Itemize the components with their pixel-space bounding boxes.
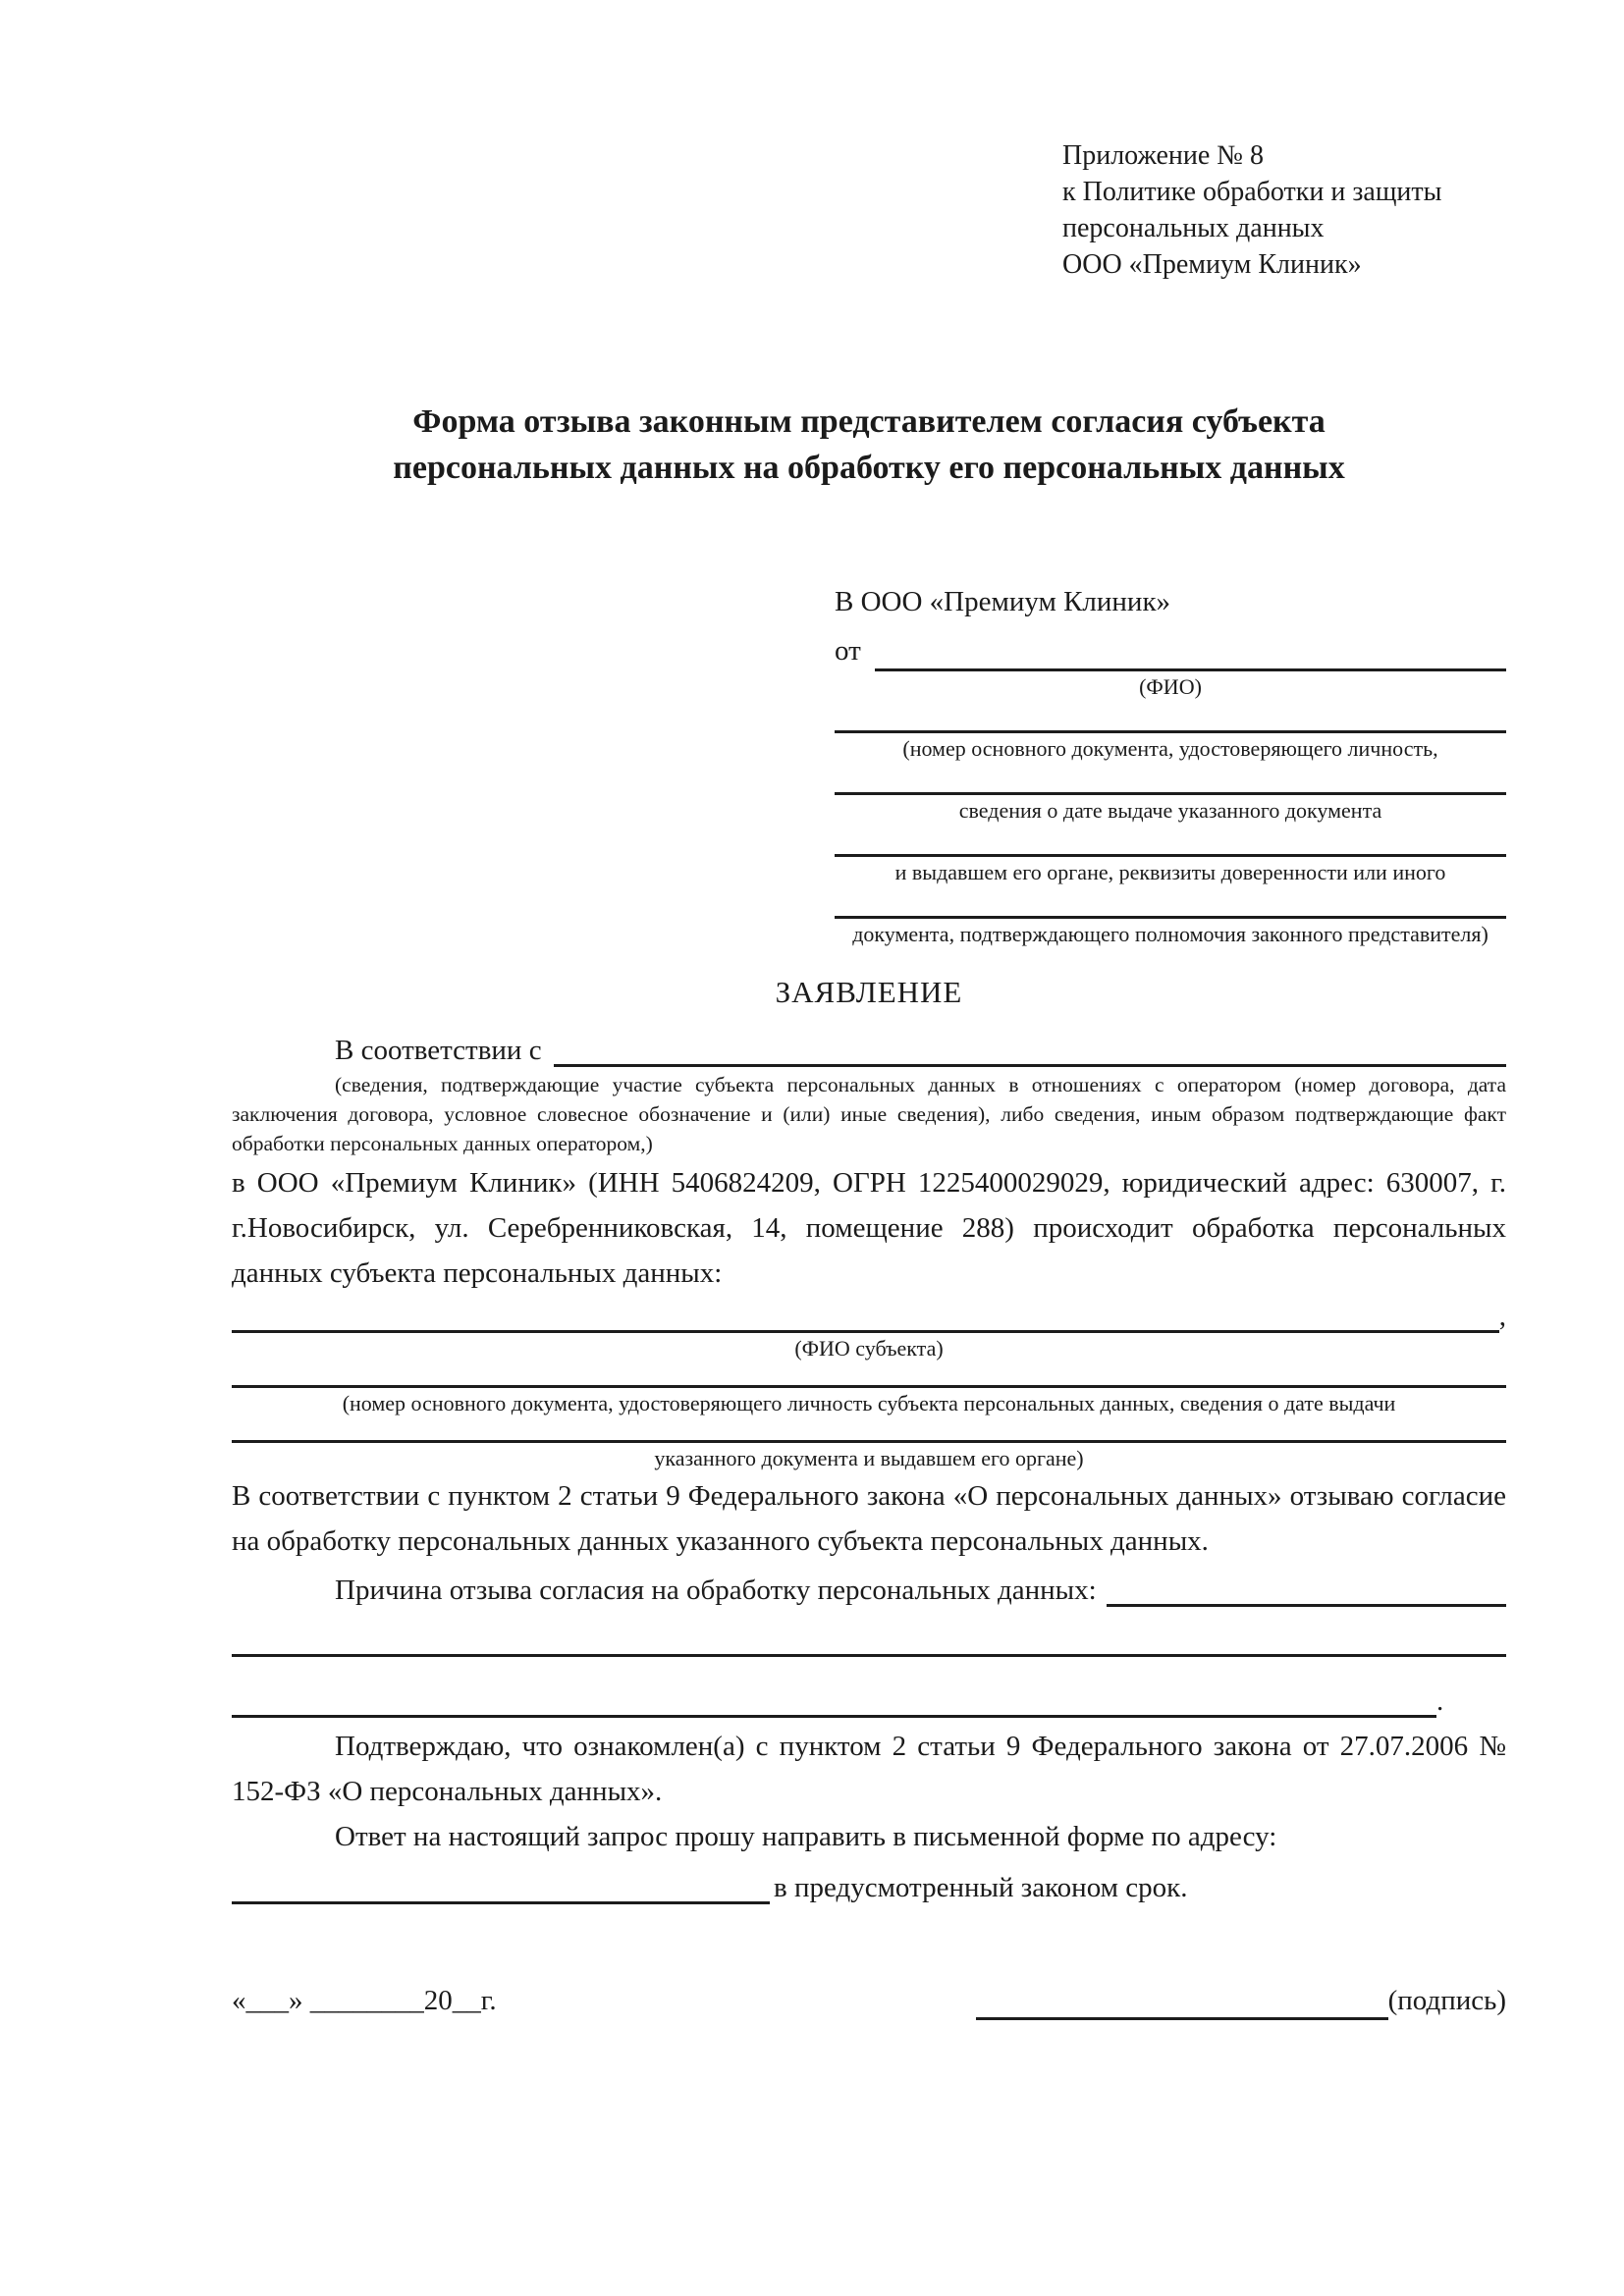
blank-line bbox=[835, 854, 1506, 857]
basis-label: В соответствии с bbox=[335, 1035, 542, 1066]
subject-name-blank-line bbox=[232, 1297, 1499, 1333]
subject-doc-blank-line bbox=[232, 1385, 1506, 1388]
field-caption: сведения о дате выдаче указанного документа bbox=[958, 798, 1382, 823]
representative-name-blank-line bbox=[875, 635, 1506, 671]
field-caption: (номер основного документа, удостоверяющего личность, bbox=[902, 736, 1438, 761]
appendix-line: Приложение № 8 bbox=[1062, 140, 1264, 171]
from-label: от bbox=[835, 635, 861, 667]
recipient-organization: В ООО «Премиум Клиник» bbox=[835, 586, 1171, 617]
document-title-line: Форма отзыва законным представителем согласия субъекта bbox=[412, 403, 1326, 440]
fio-caption: (ФИО) bbox=[1139, 674, 1202, 699]
reason-extra-blank-line bbox=[232, 1654, 1506, 1657]
representative-document-field bbox=[835, 792, 1506, 824]
trailing-period: . bbox=[1436, 1685, 1444, 1717]
blank-line bbox=[835, 792, 1506, 795]
appendix-line: к Политике обработки и защиты bbox=[1062, 177, 1442, 207]
reason-extra-row bbox=[232, 1682, 1506, 1718]
reason-row bbox=[232, 1564, 1506, 1607]
date-field: «___» ________20__г. bbox=[232, 1985, 497, 2016]
representative-document-field bbox=[835, 730, 1506, 762]
field-caption: и выдавшем его органе, реквизиты доверенности или иного bbox=[894, 860, 1446, 884]
reason-blank-line bbox=[1107, 1571, 1506, 1607]
appendix-block bbox=[1062, 137, 1506, 283]
reply-request-paragraph: Ответ на настоящий запрос прошу направить в письменной форме по адресу: bbox=[335, 1821, 1277, 1852]
field-caption: документа, подтверждающего полномочия законного представителя) bbox=[852, 922, 1489, 946]
trailing-comma: , bbox=[1498, 1301, 1506, 1332]
reply-address-blank-line bbox=[232, 1868, 770, 1904]
appendix-line: ООО «Премиум Клиник» bbox=[1062, 249, 1362, 280]
reason-label: Причина отзыва согласия на обработку персональных данных: bbox=[335, 1575, 1097, 1606]
blank-line bbox=[835, 730, 1506, 733]
reason-extra-blank-line bbox=[232, 1715, 1436, 1718]
subject-document-field bbox=[232, 1385, 1506, 1416]
subject-document-field bbox=[232, 1440, 1506, 1471]
reply-tail-text: в предусмотренный законом срок. bbox=[774, 1872, 1188, 1903]
statement-heading: ЗАЯВЛЕНИЕ bbox=[775, 975, 963, 1009]
footer-row bbox=[232, 1981, 1506, 2020]
signature-caption: (подпись) bbox=[1387, 1985, 1506, 2016]
signature-block bbox=[976, 1981, 1506, 2020]
subject-doc-caption: указанного документа и выдавшем его органе) bbox=[654, 1446, 1084, 1470]
basis-row bbox=[232, 1026, 1506, 1067]
subject-doc-blank-line bbox=[232, 1440, 1506, 1443]
reply-address-row bbox=[232, 1859, 1506, 1904]
subject-fio-caption: (ФИО субъекта) bbox=[794, 1336, 944, 1361]
confirmation-paragraph: Подтверждаю, что ознакомлен(а) с пунктом 2 статьи 9 Федерального закона от 27.07.2006 № 152-ФЗ «О персональных данных». bbox=[232, 1731, 1506, 1807]
document-title-line: персональных данных на обработку его персональных данных bbox=[393, 450, 1345, 486]
from-row bbox=[835, 628, 1506, 671]
appendix-line: персональных данных bbox=[1062, 213, 1325, 243]
representative-document-field bbox=[835, 916, 1506, 947]
subject-name-row bbox=[232, 1296, 1506, 1333]
blank-line bbox=[835, 916, 1506, 919]
basis-blank-line bbox=[554, 1031, 1506, 1067]
recipient-block bbox=[835, 581, 1506, 947]
basis-note: (сведения, подтверждающие участие субъекта персональных данных в отношениях с оператором (номер договора, дата заключения договора, условное словесное обозначение и (или) иные сведения), либо сведения, иным образом подтверждающие факт обработки персональных данных оператором,) bbox=[232, 1073, 1506, 1155]
document-title bbox=[232, 399, 1506, 491]
signature-blank-line bbox=[976, 1982, 1388, 2020]
withdrawal-paragraph: В соответствии с пунктом 2 статьи 9 Федерального закона «О персональных данных» отзываю согласие на обработку персональных данных указанного субъекта персональных данных. bbox=[232, 1480, 1506, 1557]
representative-document-field bbox=[835, 854, 1506, 885]
operator-paragraph: в ООО «Премиум Клиник» (ИНН 5406824209, ОГРН 1225400029029, юридический адрес: 630007, г. г.Новосибирск, ул. Серебренниковская, 14, помещение 288) происходит обработка персональных данных субъекта персональных данных: bbox=[232, 1167, 1506, 1289]
subject-doc-caption: (номер основного документа, удостоверяющего личность субъекта персональных данных, сведения о дате выдачи bbox=[342, 1391, 1396, 1415]
